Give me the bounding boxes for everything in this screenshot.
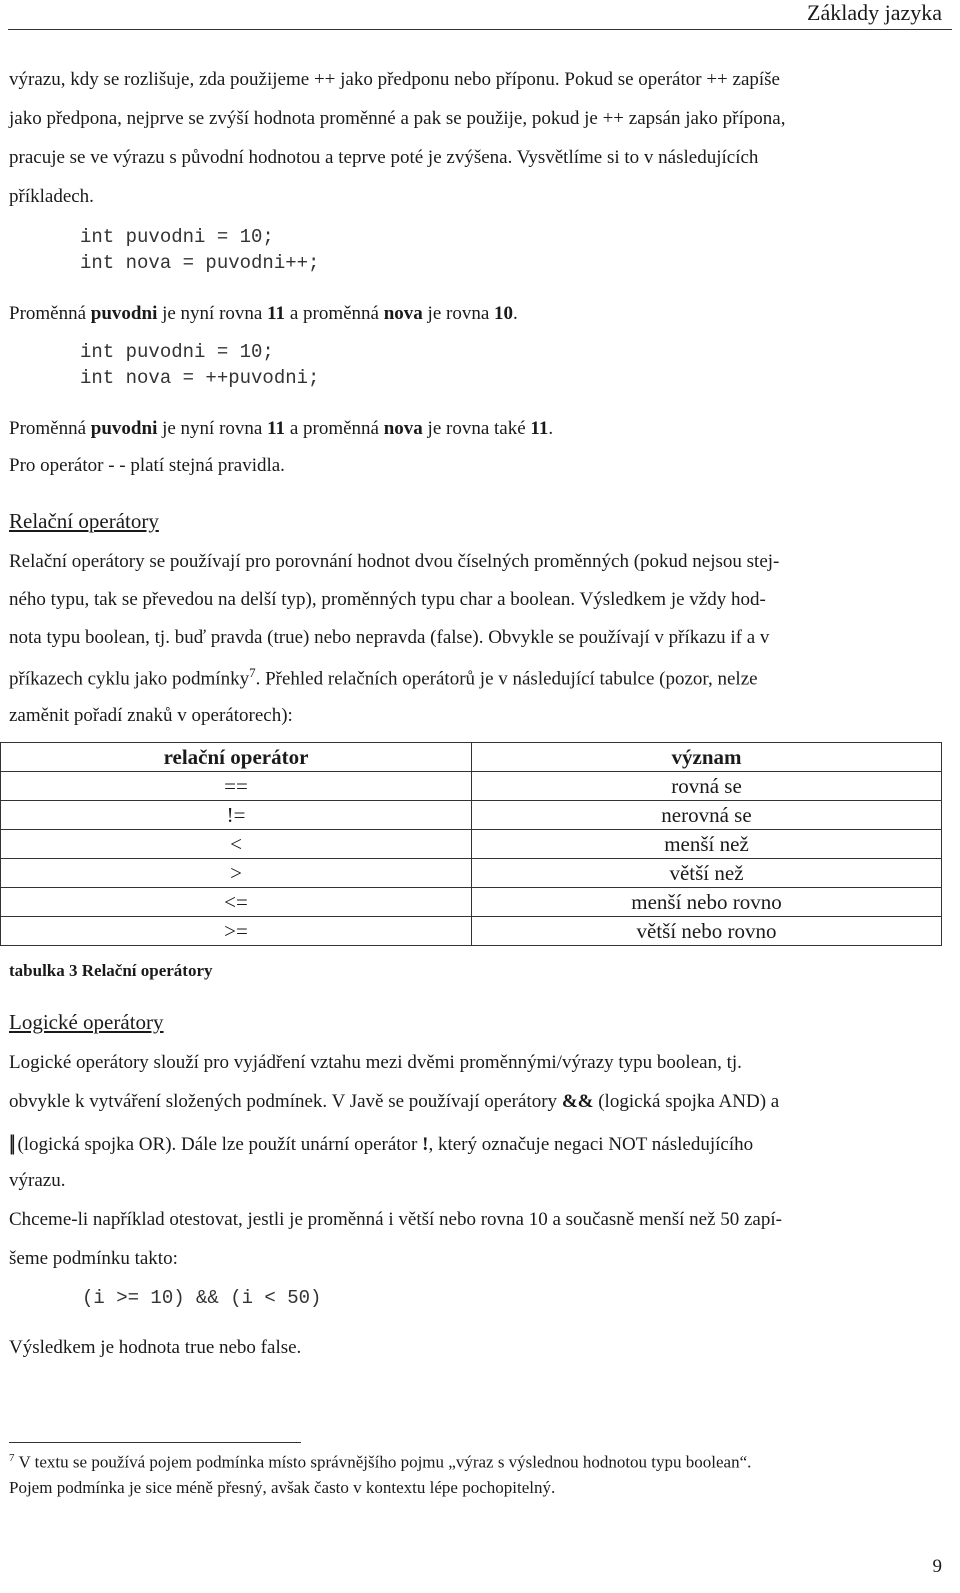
table-cell-operator: < <box>1 830 472 859</box>
logical-para-3d: , který označuje negaci NOT následujícího <box>428 1134 754 1155</box>
table-cell-operator: <= <box>1 888 472 917</box>
relational-para-line-5: zaměnit pořadí znaků v operátorech): <box>9 705 293 726</box>
code-example-2-line-1: int puvodni = 10; <box>80 341 274 363</box>
relational-para-line-4 <box>9 665 758 690</box>
code-example-1-line-1: int puvodni = 10; <box>80 226 274 248</box>
relational-para-4a: příkazech cyklu jako podmínky <box>9 668 250 690</box>
intro-line-3: pracuje se ve výrazu s původní hodnotou a teprve poté je zvýšena. Vysvětlíme si to v následujících <box>9 147 759 168</box>
table-cell-operator: > <box>1 859 472 888</box>
table-cell-meaning: nerovná se <box>472 801 942 830</box>
relational-operators-table <box>0 742 942 946</box>
code-example-2-line-2: int nova = ++puvodni; <box>80 367 320 389</box>
footnote-reference[interactable]: 7 <box>249 665 256 680</box>
table-header-row <box>1 743 942 772</box>
footnote-number: 7 <box>9 1452 15 1464</box>
relational-para-4b: . Přehled relačních operátorů je v následující tabulce (pozor, nelze <box>255 668 758 690</box>
logical-para-line-1: Logické operátory slouží pro vyjádření vztahu mezi dvěmi proměnnými/výrazy typu boolean, tj. <box>9 1052 742 1073</box>
ex1-text-i: . <box>513 303 518 324</box>
table-row <box>1 772 942 801</box>
relational-heading: Relační operátory <box>9 509 159 533</box>
logical-para-line-2 <box>9 1091 779 1113</box>
table-header-operator: relační operátor <box>1 743 472 772</box>
table-cell-meaning: menší než <box>472 830 942 859</box>
footnote-text-1: V textu se používá pojem podmínka místo správnějšího pojmu „výraz s výslednou hodnotou typu boolean“. <box>14 1452 752 1472</box>
table-cell-meaning: větší nebo rovno <box>472 917 942 946</box>
table-row <box>1 917 942 946</box>
ex2-text-a: Proměnná <box>9 418 91 439</box>
intro-line-4: příkladech. <box>9 186 94 207</box>
ex1-value-11: 11 <box>267 303 286 324</box>
page-number: 9 <box>932 1556 942 1577</box>
ex2-value-11a: 11 <box>267 418 286 439</box>
table-row <box>1 859 942 888</box>
ex1-text-g: je rovna <box>422 303 495 324</box>
table-cell-operator: == <box>1 772 472 801</box>
table-row <box>1 801 942 830</box>
logical-para-line-5: Chceme-li například otestovat, jestli je proměnná i větší nebo rovna 10 a současně menší než 50 zapí- <box>9 1209 782 1230</box>
footnote-line-1 <box>9 1452 751 1473</box>
table-cell-meaning: rovná se <box>472 772 942 801</box>
or-operator: || <box>9 1130 13 1155</box>
logical-para-line-6: šeme podmínku takto: <box>9 1248 178 1269</box>
ex2-value-11b: 11 <box>530 418 549 439</box>
not-operator: ! <box>422 1134 429 1155</box>
footnote-rule <box>9 1442 301 1443</box>
table-row <box>1 830 942 859</box>
logical-para-line-3 <box>9 1130 753 1156</box>
ex2-var-puvodni: puvodni <box>90 418 158 439</box>
logical-para-2c: (logická spojka AND) a <box>593 1091 780 1112</box>
table-caption: tabulka 3 Relační operátory <box>9 961 213 980</box>
ex2-text-i: . <box>548 418 554 439</box>
logical-para-2a: obvykle k vytváření složených podmínek. V Javě se používají operátory <box>9 1091 562 1112</box>
ex2-text-g: je rovna také <box>422 418 531 439</box>
table-row <box>1 888 942 917</box>
ex1-var-nova: nova <box>383 303 423 324</box>
table-cell-operator: != <box>1 801 472 830</box>
logical-para-line-4: výrazu. <box>9 1170 66 1191</box>
logical-para-3b: (logická spojka OR). Dále lze použít unární operátor <box>12 1134 423 1155</box>
and-operator: && <box>561 1091 594 1112</box>
ex2-text-c: je nyní rovna <box>157 418 268 439</box>
ex1-text-c: je nyní rovna <box>157 303 268 324</box>
relational-para-line-2: ného typu, tak se převedou na delší typ), proměnných typu char a boolean. Výsledkem je vždy hod- <box>9 589 766 610</box>
relational-para-line-3: nota typu boolean, tj. buď pravda (true) nebo nepravda (false). Obvykle se používají v příkazu if a v <box>9 627 770 648</box>
logical-code-example: (i >= 10) && (i < 50) <box>82 1287 322 1309</box>
intro-line-2: jako předpona, nejprve se zvýší hodnota proměnné a pak se použije, pokud je ++ zapsán jako přípona, <box>9 108 786 129</box>
ex2-text-e: a proměnná <box>285 418 384 439</box>
ex1-text-e: a proměnná <box>285 303 384 324</box>
code-example-1-line-2: int nova = puvodni++; <box>80 252 320 274</box>
example-1-explanation <box>9 303 518 325</box>
intro-line-1: výrazu, kdy se rozlišuje, zda použijeme ++ jako předponu nebo příponu. Pokud se operátor ++ zapíše <box>9 69 780 90</box>
logical-result: Výsledkem je hodnota true nebo false. <box>9 1337 302 1358</box>
ex1-value-10: 10 <box>494 303 514 324</box>
ex2-var-nova: nova <box>383 418 423 439</box>
table-cell-operator: >= <box>1 917 472 946</box>
example-2-explanation <box>9 418 553 440</box>
minus-operator-rule: Pro operátor - - platí stejná pravidla. <box>9 455 285 476</box>
relational-para-line-1: Relační operátory se používají pro porovnání hodnot dvou číselných proměnných (pokud nejsou stej- <box>9 551 780 572</box>
ex1-text-a: Proměnná <box>9 303 91 324</box>
table-header-meaning: význam <box>472 743 942 772</box>
logical-heading: Logické operátory <box>9 1010 164 1034</box>
table-cell-meaning: menší nebo rovno <box>472 888 942 917</box>
ex1-var-puvodni: puvodni <box>90 303 158 324</box>
table-cell-meaning: větší než <box>472 859 942 888</box>
page-header-title: Základy jazyka <box>807 0 942 25</box>
footnote-line-2: Pojem podmínka je sice méně přesný, avšak často v kontextu lépe pochopitelný. <box>9 1478 556 1497</box>
header-rule <box>8 29 952 30</box>
